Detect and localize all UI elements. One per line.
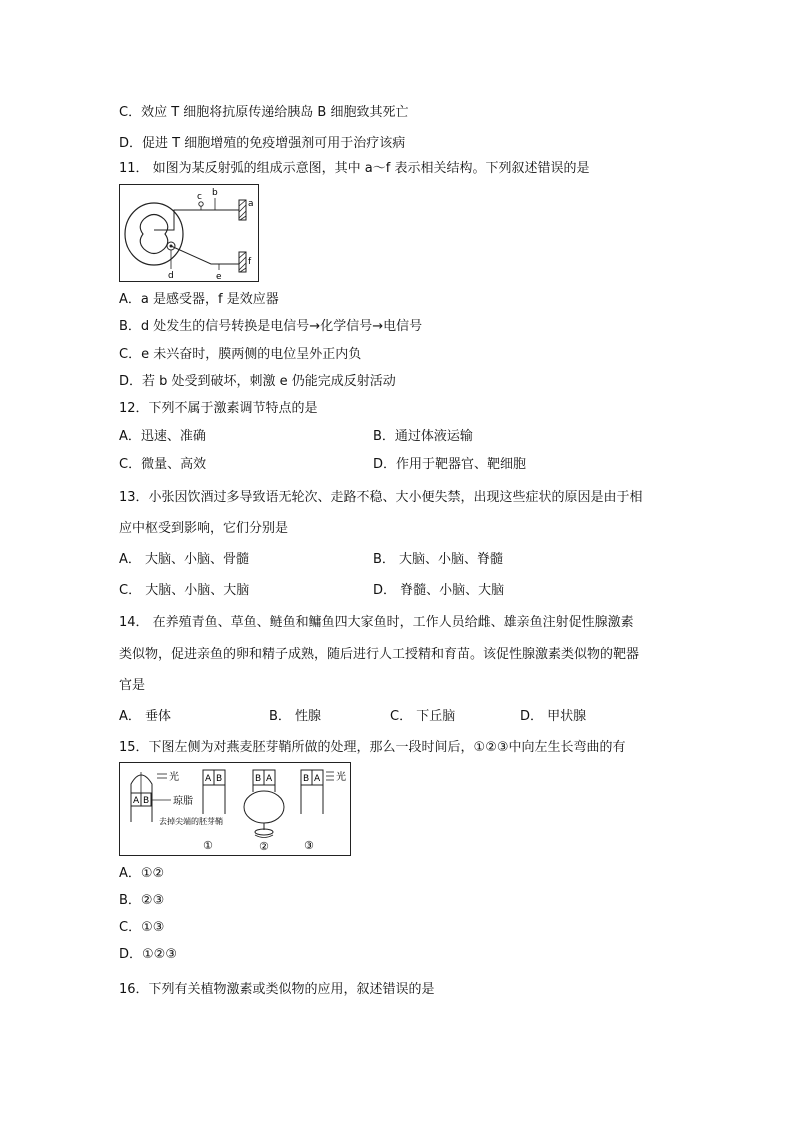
q13-option-a: A． 大脑、小脑、骨髓 — [119, 552, 250, 567]
label-a: a — [248, 199, 254, 209]
q15-option-c: C．①③ — [119, 920, 165, 935]
agar-left-b: B — [143, 796, 150, 806]
q11-option-c: C．e 未兴奋时，膜两侧的电位呈外正内负 — [119, 347, 362, 362]
q12-option-d: D．作用于靶器官、靶细胞 — [373, 457, 527, 472]
q12-option-b: B．通过体液运输 — [373, 429, 473, 444]
light-label-right: 光 — [336, 772, 346, 783]
q12-option-a: A．迅速、准确 — [119, 429, 206, 444]
q14-stem-line1: 14． 在养殖青鱼、草鱼、鲢鱼和鳙鱼四大家鱼时，工作人员给雌、雄亲鱼注射促性腺激素 — [119, 615, 634, 630]
label-d: d — [168, 271, 174, 281]
reflex-arc-figure — [119, 184, 259, 282]
q15-stem: 15．下图左侧为对燕麦胚芽鞘所做的处理，那么一段时间后，①②③中向左生长弯曲的有 — [119, 740, 626, 755]
label-n2: ② — [259, 840, 269, 853]
block2-a: A — [266, 774, 273, 784]
q16-stem: 16．下列有关植物激素或类似物的应用，叙述错误的是 — [119, 982, 435, 997]
q15-option-d: D．①②③ — [119, 947, 177, 962]
block1-b: B — [216, 774, 223, 784]
q11-option-d: D．若 b 处受到破坏，刺激 e 仍能完成反射活动 — [119, 374, 396, 389]
q10-option-d: D．促进 T 细胞增殖的免疫增强剂可用于治疗该病 — [119, 136, 406, 151]
light-label-left: 光 — [169, 772, 179, 783]
q13-option-d: D． 脊髓、小脑、大脑 — [373, 583, 505, 598]
block3-a: A — [314, 774, 321, 784]
q14-stem-line2: 类似物，促进亲鱼的卵和精子成熟，随后进行人工授精和育苗。该促性腺激素类似物的靶器 — [119, 647, 640, 662]
q14-stem-line3: 官是 — [119, 678, 146, 693]
q12-option-c: C．微量、高效 — [119, 457, 207, 472]
q13-option-b: B． 大脑、小脑、脊髓 — [373, 552, 504, 567]
q15-option-a: A．①② — [119, 866, 165, 881]
q13-option-c: C． 大脑、小脑、大脑 — [119, 583, 250, 598]
q13-stem-line1: 13．小张因饮酒过多导致语无轮次、走路不稳、大小便失禁，出现这些症状的原因是由于相 — [119, 490, 643, 505]
q13-stem-line2: 应中枢受到影响，它们分别是 — [119, 521, 289, 536]
q11-option-a: A．a 是感受器，f 是效应器 — [119, 292, 279, 307]
q14-option-d: D． 甲状腺 — [520, 709, 587, 724]
q15-option-b: B．②③ — [119, 893, 165, 908]
q11-option-b: B．d 处发生的信号转换是电信号→化学信号→电信号 — [119, 319, 423, 334]
q12-stem: 12．下列不属于激素调节特点的是 — [119, 401, 318, 416]
label-c: c — [197, 192, 202, 202]
coleoptile-figure — [119, 762, 351, 856]
q14-option-c: C． 下丘脑 — [390, 709, 456, 724]
block3-b: B — [303, 774, 310, 784]
block1-a: A — [205, 774, 212, 784]
agar-left-a: A — [133, 796, 140, 806]
label-f: f — [248, 257, 252, 267]
block2-b: B — [255, 774, 262, 784]
label-n1: ① — [203, 839, 213, 852]
decapitated-caption: 去掉尖端的胚芽鞘 — [159, 817, 223, 826]
q14-option-b: B． 性腺 — [269, 709, 322, 724]
q11-stem: 11． 如图为某反射弧的组成示意图，其中 a～f 表示相关结构。下列叙述错误的是 — [119, 161, 590, 176]
agar-label: 琼脂 — [173, 796, 193, 807]
label-b: b — [212, 188, 218, 198]
label-e: e — [216, 272, 222, 282]
label-n3: ③ — [304, 839, 314, 852]
q10-option-c: C．效应 T 细胞将抗原传递给胰岛 B 细胞致其死亡 — [119, 105, 409, 120]
q14-option-a: A． 垂体 — [119, 709, 172, 724]
